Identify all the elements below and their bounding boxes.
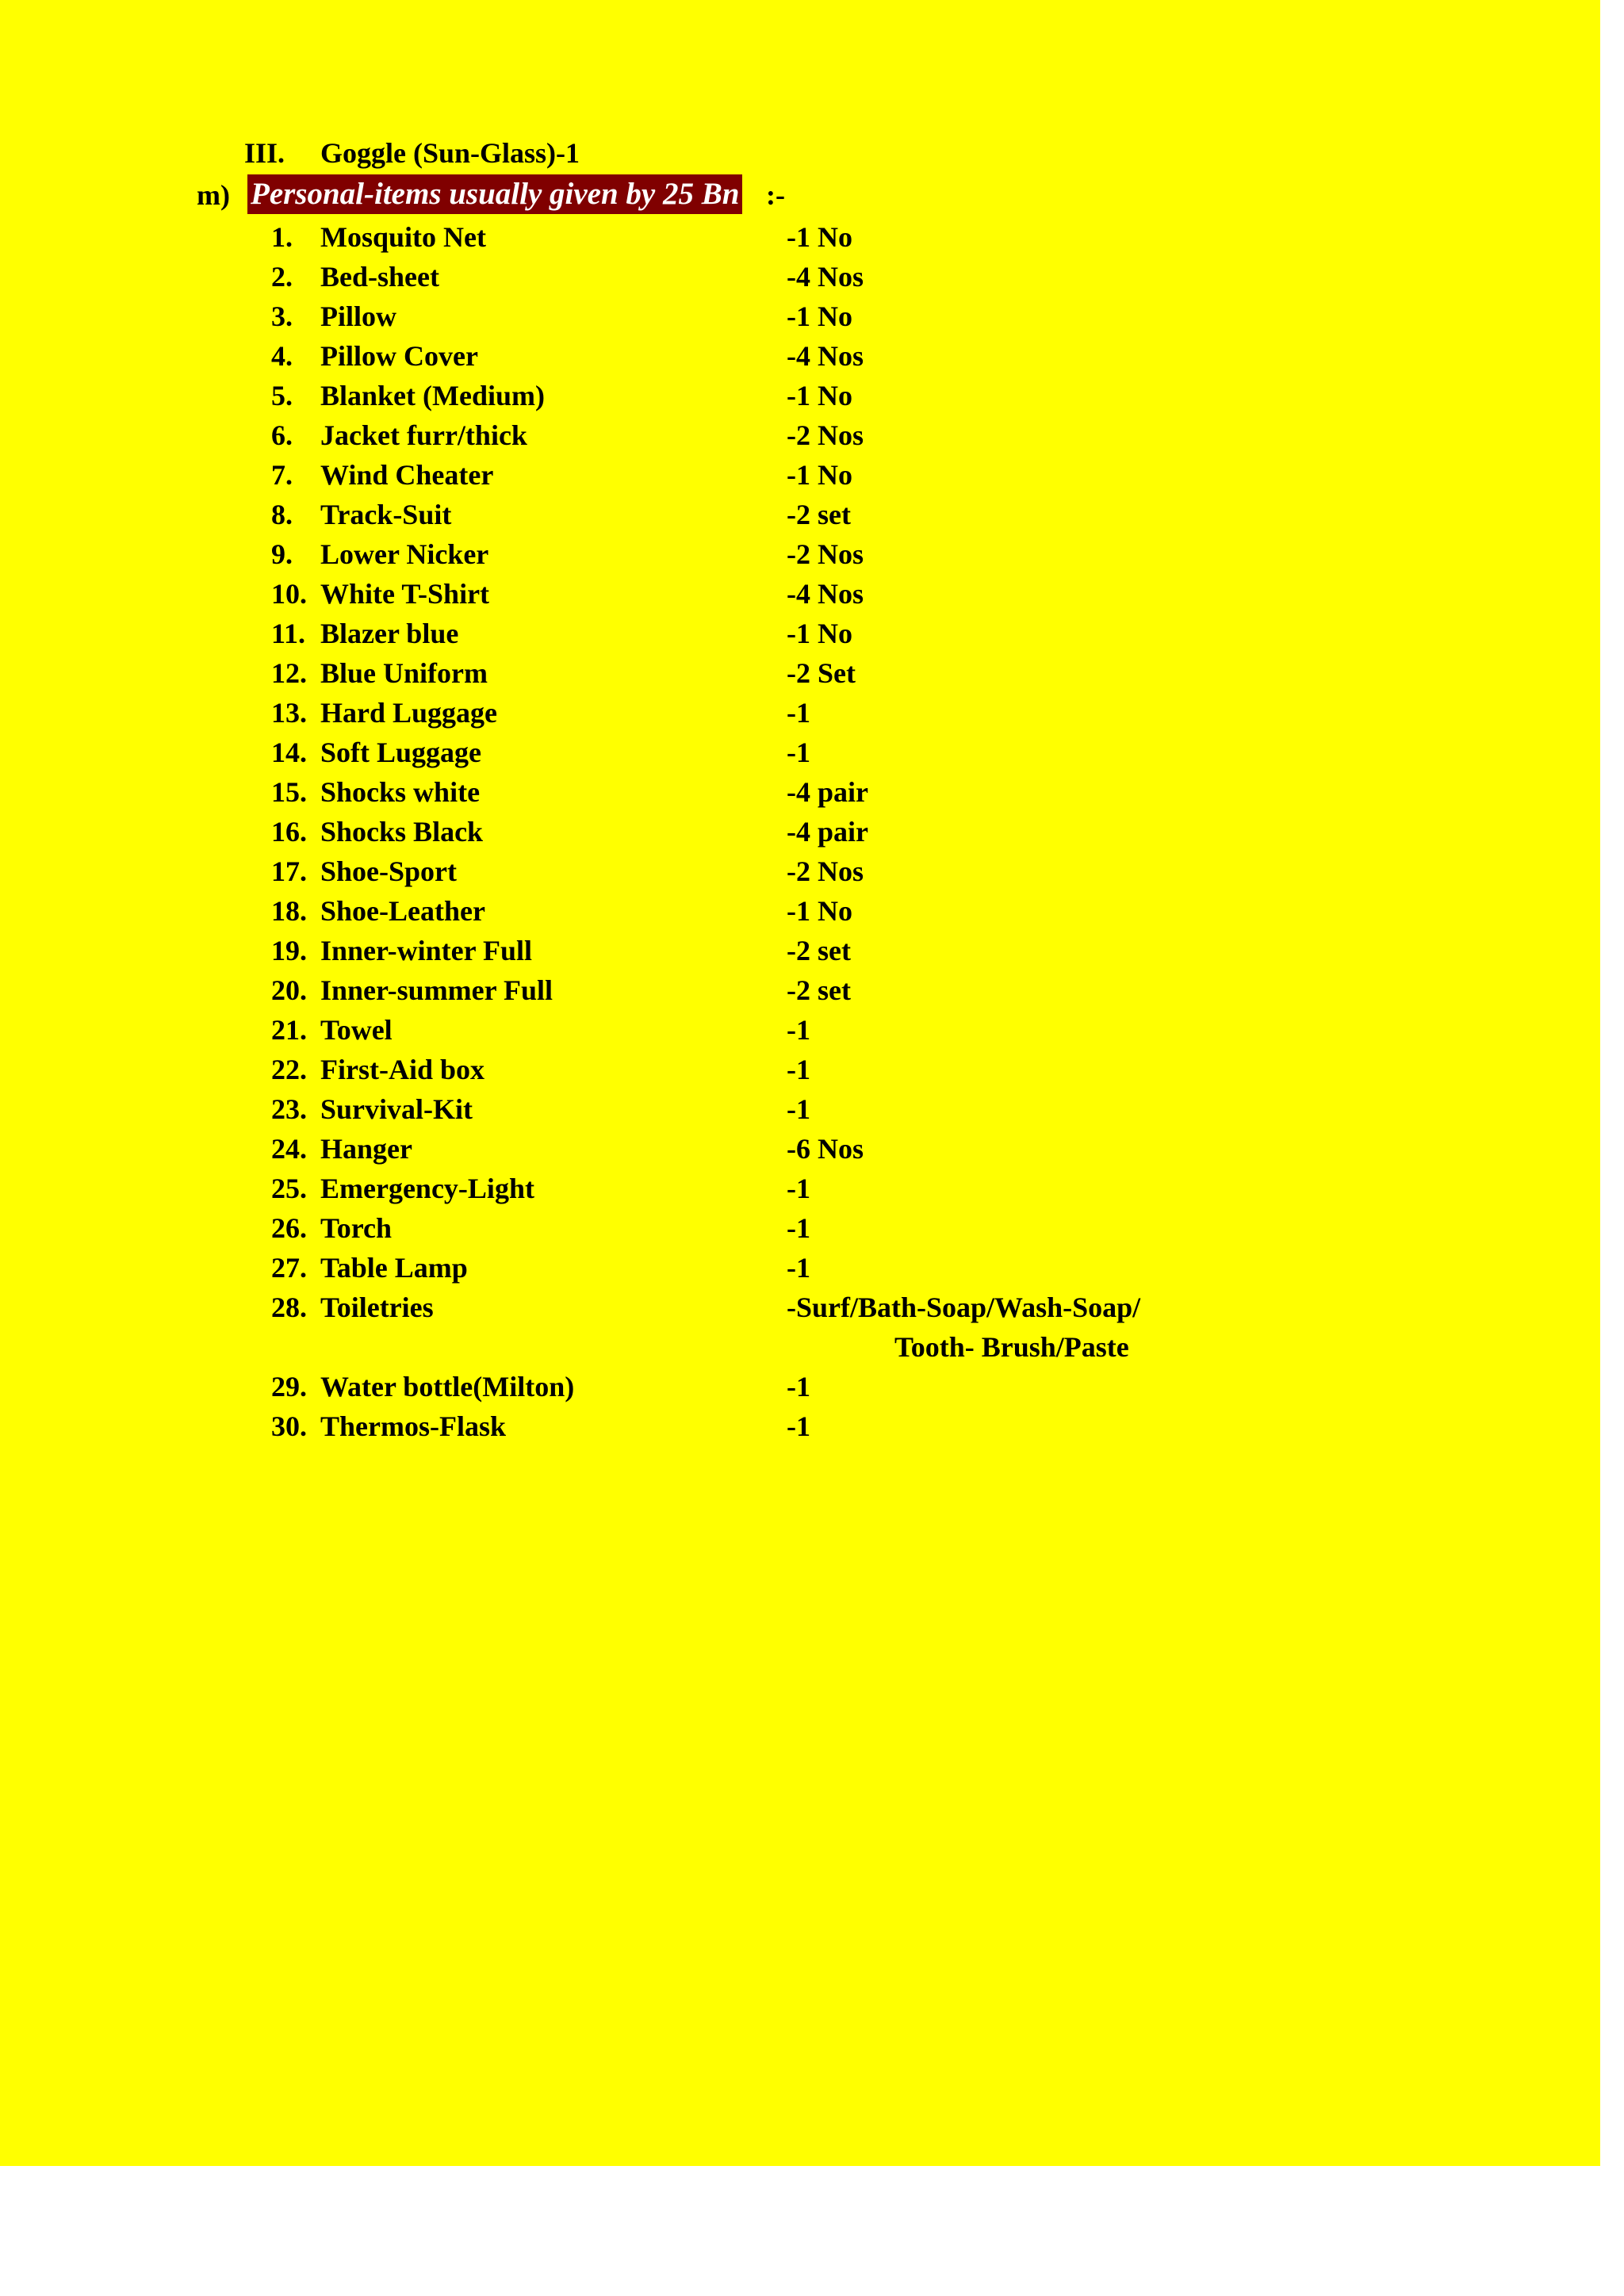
item-quantity: -1 No <box>787 380 852 411</box>
item-name: Inner-summer Full <box>320 974 553 1006</box>
item-quantity: -4 pair <box>787 816 868 848</box>
item-quantity: -1 <box>787 1093 810 1125</box>
item-number: 30. <box>271 1410 307 1442</box>
item-name: Hanger <box>320 1133 412 1165</box>
item-name: Emergency-Light <box>320 1173 534 1204</box>
item-name: Mosquito Net <box>320 221 486 253</box>
list-item <box>0 1406 1600 1446</box>
list-item <box>0 415 1600 455</box>
section-letter: m) <box>197 179 230 211</box>
item-name: Blue Uniform <box>320 657 488 689</box>
item-quantity: -2 set <box>787 935 851 966</box>
list-item <box>0 693 1600 733</box>
item-name: Pillow <box>320 300 396 332</box>
item-quantity-continued: Tooth- Brush/Paste <box>894 1331 1129 1363</box>
list-item <box>0 1208 1600 1248</box>
item-number: 8. <box>271 499 293 530</box>
item-quantity: -1 <box>787 1252 810 1284</box>
item-quantity: -2 Nos <box>787 855 864 887</box>
list-item <box>0 812 1600 851</box>
item-quantity: -1 No <box>787 300 852 332</box>
list-item <box>0 1248 1600 1288</box>
item-quantity: -1 <box>787 697 810 729</box>
item-name: White T-Shirt <box>320 578 490 610</box>
item-quantity: -2 set <box>787 974 851 1006</box>
item-quantity: -6 Nos <box>787 1133 864 1165</box>
list-item <box>0 1129 1600 1169</box>
list-item <box>0 851 1600 891</box>
item-quantity: -1 <box>787 1371 810 1402</box>
item-name: Inner-winter Full <box>320 935 532 966</box>
item-quantity: -2 set <box>787 499 851 530</box>
item-quantity: -2 Set <box>787 657 856 689</box>
item-name: Towel <box>320 1014 393 1046</box>
item-number: 4. <box>271 340 293 372</box>
section-heading-suffix: :- <box>766 179 785 211</box>
list-item <box>0 1367 1600 1406</box>
item-number: 24. <box>271 1133 307 1165</box>
item-name: Blanket (Medium) <box>320 380 545 411</box>
list-item <box>0 455 1600 495</box>
item-number: 17. <box>271 855 307 887</box>
list-item <box>0 1050 1600 1089</box>
item-name: Survival-Kit <box>320 1093 473 1125</box>
list-item <box>0 495 1600 534</box>
item-number: 23. <box>271 1093 307 1125</box>
item-number: 7. <box>271 459 293 491</box>
item-name: Hard Luggage <box>320 697 498 729</box>
list-item <box>0 257 1600 297</box>
item-name: Shoe-Sport <box>320 855 458 887</box>
item-number: 12. <box>271 657 307 689</box>
item-name: Soft Luggage <box>320 737 482 768</box>
item-quantity: -1 No <box>787 459 852 491</box>
personal-items-list <box>0 217 1600 1446</box>
item-quantity: -2 Nos <box>787 538 864 570</box>
item-number: 5. <box>271 380 293 411</box>
item-quantity: -4 Nos <box>787 261 864 293</box>
item-quantity: -1 <box>787 737 810 768</box>
item-number: 25. <box>271 1173 307 1204</box>
item-quantity: -1 <box>787 1173 810 1204</box>
list-item <box>0 574 1600 614</box>
item-number: 9. <box>271 538 293 570</box>
item-quantity: -1 No <box>787 618 852 649</box>
list-item <box>0 653 1600 693</box>
item-name: Wind Cheater <box>320 459 494 491</box>
list-item <box>0 297 1600 336</box>
list-item <box>0 772 1600 812</box>
item-name: First-Aid box <box>320 1054 485 1085</box>
list-item <box>0 336 1600 376</box>
item-name: Thermos-Flask <box>320 1410 506 1442</box>
item-name: Track-Suit <box>320 499 452 530</box>
item-number: 20. <box>271 974 307 1006</box>
item-number: 16. <box>271 816 307 848</box>
item-number: 18. <box>271 895 307 927</box>
item-name: Shocks Black <box>320 816 484 848</box>
list-item <box>0 534 1600 574</box>
list-item <box>0 1089 1600 1129</box>
top-line-numeral: III. <box>244 137 285 169</box>
item-name: Lower Nicker <box>320 538 489 570</box>
item-name: Jacket furr/thick <box>320 419 527 451</box>
item-quantity: -1 <box>787 1212 810 1244</box>
list-item <box>0 1288 1600 1367</box>
item-number: 11. <box>271 618 306 649</box>
item-number: 19. <box>271 935 307 966</box>
item-quantity: -4 Nos <box>787 340 864 372</box>
item-name: Shocks white <box>320 776 481 808</box>
item-quantity: -1 <box>787 1014 810 1046</box>
item-name: Pillow Cover <box>320 340 478 372</box>
item-number: 22. <box>271 1054 307 1085</box>
top-line-text: Goggle (Sun-Glass)-1 <box>320 137 580 169</box>
list-item <box>0 217 1600 257</box>
item-number: 1. <box>271 221 293 253</box>
item-name: Bed-sheet <box>320 261 439 293</box>
item-number: 27. <box>271 1252 307 1284</box>
item-number: 26. <box>271 1212 307 1244</box>
list-item <box>0 1169 1600 1208</box>
item-number: 28. <box>271 1292 307 1323</box>
item-number: 29. <box>271 1371 307 1402</box>
list-item <box>0 1010 1600 1050</box>
item-number: 21. <box>271 1014 307 1046</box>
list-item <box>0 891 1600 931</box>
item-number: 13. <box>271 697 307 729</box>
list-item <box>0 376 1600 415</box>
item-name: Table Lamp <box>320 1252 468 1284</box>
item-number: 3. <box>271 300 293 332</box>
item-name: Water bottle(Milton) <box>320 1371 575 1402</box>
item-name: Torch <box>320 1212 393 1244</box>
item-number: 14. <box>271 737 307 768</box>
item-quantity: -1 No <box>787 895 852 927</box>
item-quantity: -1 <box>787 1410 810 1442</box>
item-name: Shoe-Leather <box>320 895 485 927</box>
list-item <box>0 614 1600 653</box>
item-quantity: -2 Nos <box>787 419 864 451</box>
item-quantity: -1 <box>787 1054 810 1085</box>
list-item <box>0 733 1600 772</box>
list-item <box>0 931 1600 970</box>
item-quantity: -4 Nos <box>787 578 864 610</box>
item-number: 2. <box>271 261 293 293</box>
item-quantity: -4 pair <box>787 776 868 808</box>
item-name: Blazer blue <box>320 618 459 649</box>
item-number: 10. <box>271 578 307 610</box>
item-number: 6. <box>271 419 293 451</box>
item-number: 15. <box>271 776 307 808</box>
section-heading: Personal-items usually given by 25 Bn <box>247 174 742 214</box>
list-item <box>0 970 1600 1010</box>
item-quantity: -1 No <box>787 221 852 253</box>
item-name: Toiletries <box>320 1292 434 1323</box>
item-quantity: -Surf/Bath-Soap/Wash-Soap/ <box>787 1292 1141 1323</box>
